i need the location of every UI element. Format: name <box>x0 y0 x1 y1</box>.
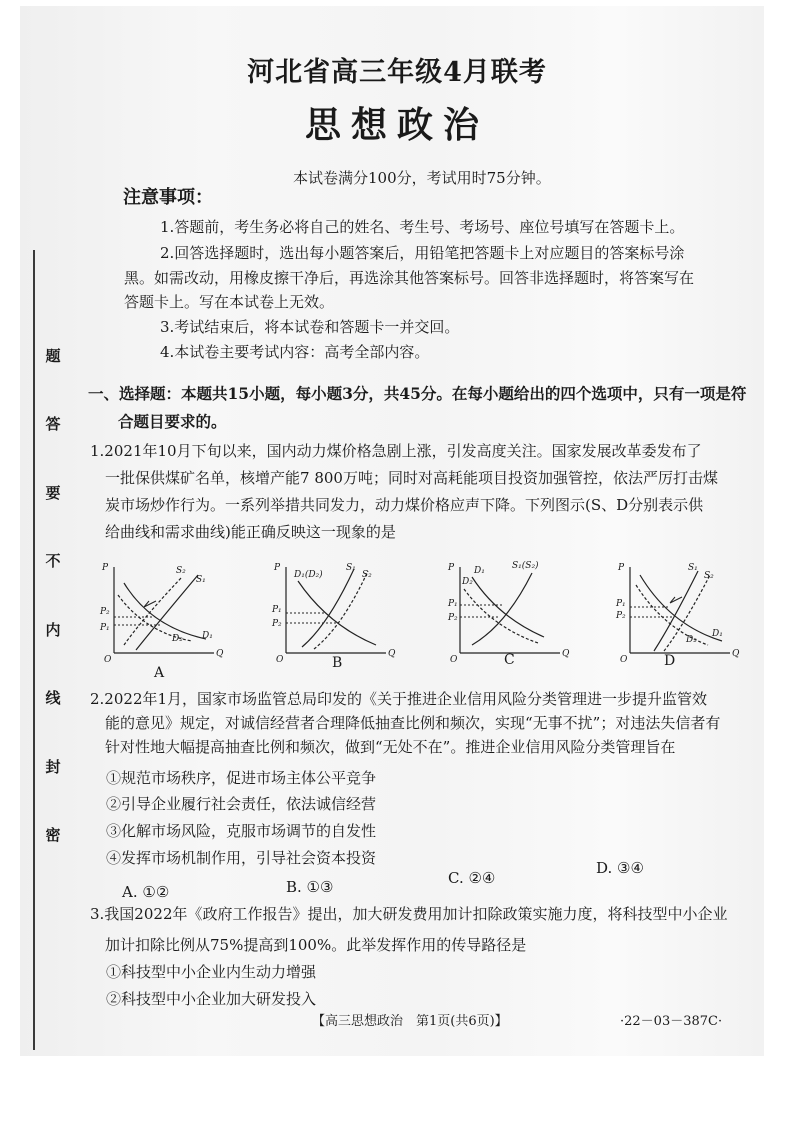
q2-choice-b: B. ①③ <box>286 878 334 896</box>
graph-a-caption: A <box>154 665 165 681</box>
graph-d-plot <box>612 555 742 685</box>
graph-b: P Q O D₁(D₂) S₁ S₂ P₁ P₂ B <box>268 555 398 685</box>
graph-b-caption: B <box>332 655 343 671</box>
q3-text-2: 加计扣除比例从75%提高到100%。此举发挥作用的传导路径是 <box>105 936 527 954</box>
section-heading: 一、选择题：本题共15小题，每小题3分，共45分。在每小题给出的四个选项中，只有一项是符 <box>88 384 747 403</box>
section-heading-cont: 合题目要求的。 <box>118 412 227 431</box>
binding-line <box>33 250 35 1050</box>
exam-title: 河北省高三年级4月联考 <box>247 57 547 88</box>
subject-title: 思想政治 <box>304 104 489 146</box>
q2-option-4: ④发挥市场机制作用，引导社会资本投资 <box>106 849 377 867</box>
graph-a: P Q O S₂ S₁ D₂ D₁ P₂ P₁ A <box>96 555 226 685</box>
q1-text-1: 1.2021年10月下旬以来，国内动力煤价格急剧上涨，引发高度关注。国家发展改革委发布了 <box>90 442 702 460</box>
page-footer: 【高三思想政治 第1页(共6页)】 <box>312 1014 508 1029</box>
binding-margin-warning: 题 答 要 不 内 线 封 密 <box>45 347 61 844</box>
exam-info: 本试卷满分100分，考试用时75分钟。 <box>293 169 551 187</box>
notice-heading: 注意事项： <box>123 187 213 208</box>
exam-code: ·22－03－387C· <box>620 1014 723 1029</box>
notice-item-2a: 2.回答选择题时，选出每小题答案后，用铅笔把答题卡上对应题目的答案标号涂 <box>160 244 685 262</box>
graph-d-caption: D <box>664 653 676 669</box>
q2-choice-a: A. ①② <box>122 883 170 901</box>
q3-option-1: ①科技型中小企业内生动力增强 <box>106 963 317 981</box>
q2-option-3: ③化解市场风险，克服市场调节的自发性 <box>106 822 377 840</box>
q2-choice-d: D. ③④ <box>596 859 644 877</box>
q2-option-1: ①规范市场秩序，促进市场主体公平竞争 <box>106 769 377 787</box>
notice-item-4: 4.本试卷主要考试内容：高考全部内容。 <box>160 343 430 361</box>
graph-c-caption: C <box>504 652 515 668</box>
q2-choice-c: C. ②④ <box>448 869 496 887</box>
q2-text-1: 2.2022年1月，国家市场监管总局印发的《关于推进企业信用风险分类管理进一步提升监管效 <box>90 690 708 708</box>
notice-item-3: 3.考试结束后，将本试卷和答题卡一并交回。 <box>160 318 460 336</box>
q1-text-2: 一批保供煤矿名单，核增产能7 800万吨；同时对高耗能项目投资加强管控，依法严厉打击煤 <box>105 469 718 487</box>
notice-item-2c: 答题卡上。写在本试卷上无效。 <box>124 293 335 311</box>
q1-text-3: 炭市场炒作行为。一系列举措共同发力，动力煤价格应声下降。下列图示(S、D分别表示供 <box>105 496 704 514</box>
q3-option-2: ②科技型中小企业加大研发投入 <box>106 990 317 1008</box>
notice-item-2b: 黑。如需改动，用橡皮擦干净后，再选涂其他答案标号。回答非选择题时，将答案写在 <box>124 269 695 287</box>
q1-text-4: 给曲线和需求曲线)能正确反映这一现象的是 <box>105 523 396 541</box>
notice-item-1: 1.答题前，考生务必将自己的姓名、考生号、考场号、座位号填写在答题卡上。 <box>160 218 685 236</box>
q2-text-2: 能的意见》规定，对诚信经营者合理降低抽查比例和频次，实现“无事不扰”；对违法失信者有 <box>105 714 721 732</box>
q3-text-1: 3.我国2022年《政府工作报告》提出，加大研发费用加计扣除政策实施力度，将科技型中小企业 <box>90 905 728 923</box>
graph-c: P Q O D₁ D₂ S₁(S₂) P₁ P₂ C <box>442 555 572 685</box>
q2-option-2: ②引导企业履行社会责任，依法诚信经营 <box>106 795 377 813</box>
q2-text-3: 针对性地大幅提高抽查比例和频次，做到“无处不在”。推进企业信用风险分类管理旨在 <box>105 738 676 756</box>
graph-d: P Q O S₁ S₂ P₁ P₂ D₂ D₁ D <box>612 555 742 685</box>
